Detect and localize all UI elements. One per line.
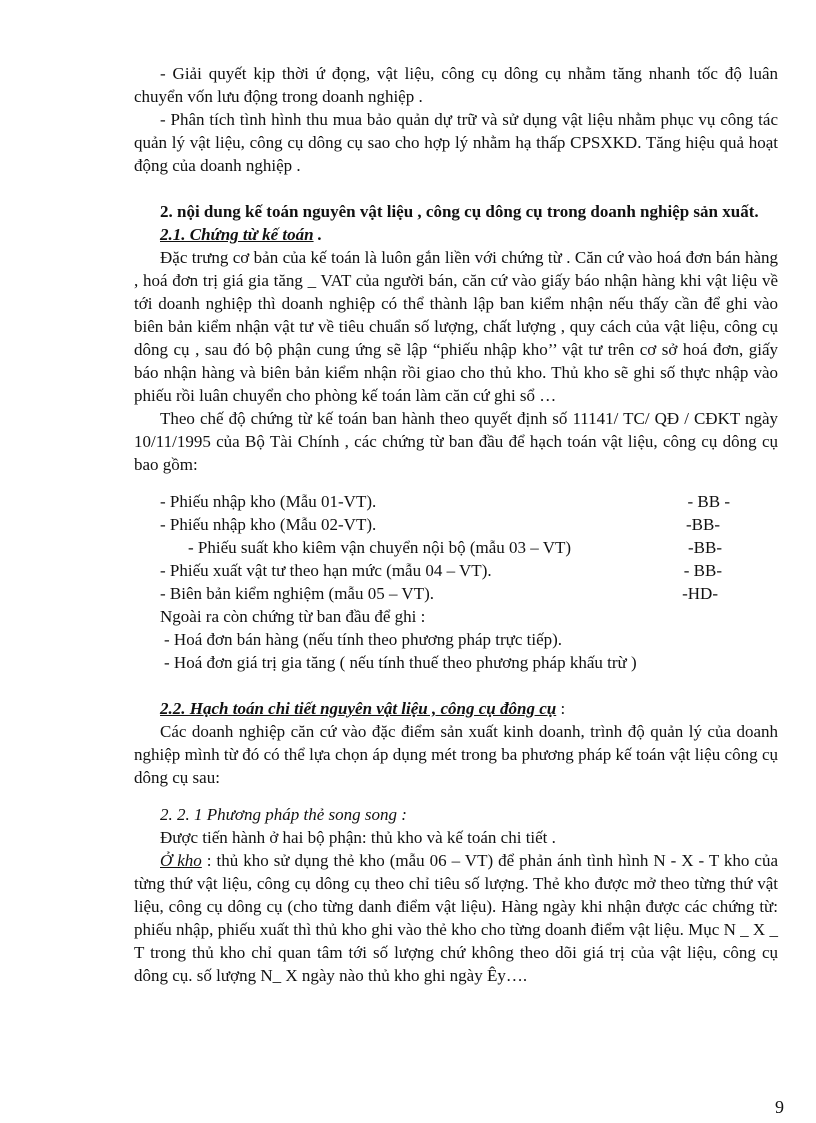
other-document-item: - Hoá đơn bán hàng (nếu tính theo phương pháp trực tiếp). xyxy=(164,630,563,649)
document-code: - BB - xyxy=(687,492,730,511)
document-list-row xyxy=(134,513,778,536)
warehouse-label: Ở kho xyxy=(160,851,202,870)
document-name: - Phiếu suất kho kiêm vận chuyển nội bộ (mẫu 03 – VT) xyxy=(188,538,572,557)
section-2-1-paragraph-1: Đặc trưng cơ bản của kế toán là luôn gắn liền với chứng từ . Căn cứ vào hoá đơn bán hàng , hoá đơn trị giá gia tăng _ VAT của người bán, căn cứ vào giấy báo nhận hàng khi vật liệu về tới doanh nghiệp thì doanh nghiệp có thể thành lập ban kiểm nhận nếu thấy cần để ghi vào biên bản kiểm nhận vật tư về tiêu chuẩn số lượng, chất lượng , quy cách của vật liệu, công cụ dông cụ , sau đó bộ phận cung ứng sẽ lập “phiếu nhập kho’’ vật tư trên cơ sở hoá đơn, giấy báo nhận hàng và biên bản kiểm nhận rồi giao cho thủ kho. Thủ kho sẽ ghi số thực nhập vào phiếu rồi luân chuyển cho phòng kế toán làm căn cứ ghi sổ … xyxy=(134,248,778,405)
section-2-1-paragraph-2: Theo chế độ chứng từ kế toán ban hành theo quyết định số 11141/ TC/ QĐ / CĐKT ngày 10/11/1995 của Bộ Tài Chính , các chứng từ ban đầu để hạch toán vật liệu, công cụ dông cụ bao gồm: xyxy=(134,409,778,474)
section-2-2-heading-tail: : xyxy=(556,699,566,718)
document-code: -BB- xyxy=(686,515,720,534)
document-list-row xyxy=(134,490,778,513)
section-2-2-paragraph-1: Các doanh nghiệp căn cứ vào đặc điểm sản xuất kinh doanh, trình độ quản lý của doanh nghiệp mình từ đó có thể lựa chọn áp dụng mét trong ba phương pháp kế toán vật liệu công cụ dông cụ sau: xyxy=(134,722,778,787)
section-2-1-heading-text: 2.1. Chứng từ kế toán xyxy=(160,225,314,244)
document-list-row xyxy=(134,536,778,559)
document-list-row xyxy=(134,559,778,582)
document-list-row xyxy=(134,582,778,605)
section-2-2-heading-text: 2.2. Hạch toán chi tiết nguyên vật liệu , công cụ đông cụ xyxy=(160,699,557,718)
other-document-item: - Hoá đơn giá trị gia tăng ( nếu tính thuế theo phương pháp khấu trừ ) xyxy=(164,653,637,672)
document-code: -BB- xyxy=(688,538,722,557)
section-2-2-1-paragraph-1: Được tiến hành ở hai bộ phận: thủ kho và kế toán chi tiết . xyxy=(160,828,556,847)
warehouse-text: : thủ kho sử dụng thẻ kho (mẫu 06 – VT) để phản ánh tình hình N - X - T kho của từng thứ vật liệu, công cụ dông cụ theo chỉ tiêu số lượng. Thẻ kho được mở theo từng thứ vật liệu, công cụ dông cụ (cho từng danh điểm vật liệu). Hàng ngày khi nhận được các chứng từ: phiếu nhập, phiếu xuất thì thủ kho ghi vào thẻ kho cho từng doanh điểm vật liệu. Mục N _ X _ T trong thủ kho chỉ quan tâm tới số lượng chứ không theo dõi giá trị của vật liệu, công cụ dông cụ. số lượng N_ X ngày nào thủ kho ghi ngày Êy…. xyxy=(134,851,778,985)
document-name: - Phiếu nhập kho (Mẫu 01-VT). xyxy=(160,492,377,511)
section-2-2-1-heading: 2. 2. 1 Phương pháp thẻ song song : xyxy=(160,805,407,824)
section-2-heading: 2. nội dung kế toán nguyên vật liệu , công cụ dông cụ trong doanh nghiệp sản xuất. xyxy=(160,202,759,221)
intro-item-1: - Giải quyết kịp thời ứ đọng, vật liệu, công cụ dông cụ nhằm tăng nhanh tốc độ luân chuyển vốn lưu động trong doanh nghiệp . xyxy=(134,64,778,106)
document-code: -HD- xyxy=(682,584,718,603)
other-documents-intro: Ngoài ra còn chứng từ ban đầu để ghi : xyxy=(160,607,426,626)
section-2-1-heading xyxy=(134,223,778,246)
document-name: - Biên bản kiểm nghiệm (mẫu 05 – VT). xyxy=(160,584,434,603)
document-name: - Phiếu nhập kho (Mẫu 02-VT). xyxy=(160,515,377,534)
section-2-2-heading xyxy=(134,697,778,720)
document-name: - Phiếu xuất vật tư theo hạn mức (mẫu 04 – VT). xyxy=(160,561,492,580)
page-number: 9 xyxy=(775,1097,784,1117)
page-content xyxy=(134,62,778,987)
section-2-2-1-paragraph-2 xyxy=(134,849,778,987)
document-code: - BB- xyxy=(683,561,722,580)
intro-item-2: - Phân tích tình hình thu mua bảo quản dự trữ và sử dụng vật liệu nhằm phục vụ công tác quản lý vật liệu, công cụ dông cụ sao cho hợp lý nhằm hạ thấp CPSXKD. Tăng hiệu quả hoạt động của doanh nghiệp . xyxy=(134,110,778,175)
section-2-1-heading-tail: . xyxy=(313,225,323,244)
